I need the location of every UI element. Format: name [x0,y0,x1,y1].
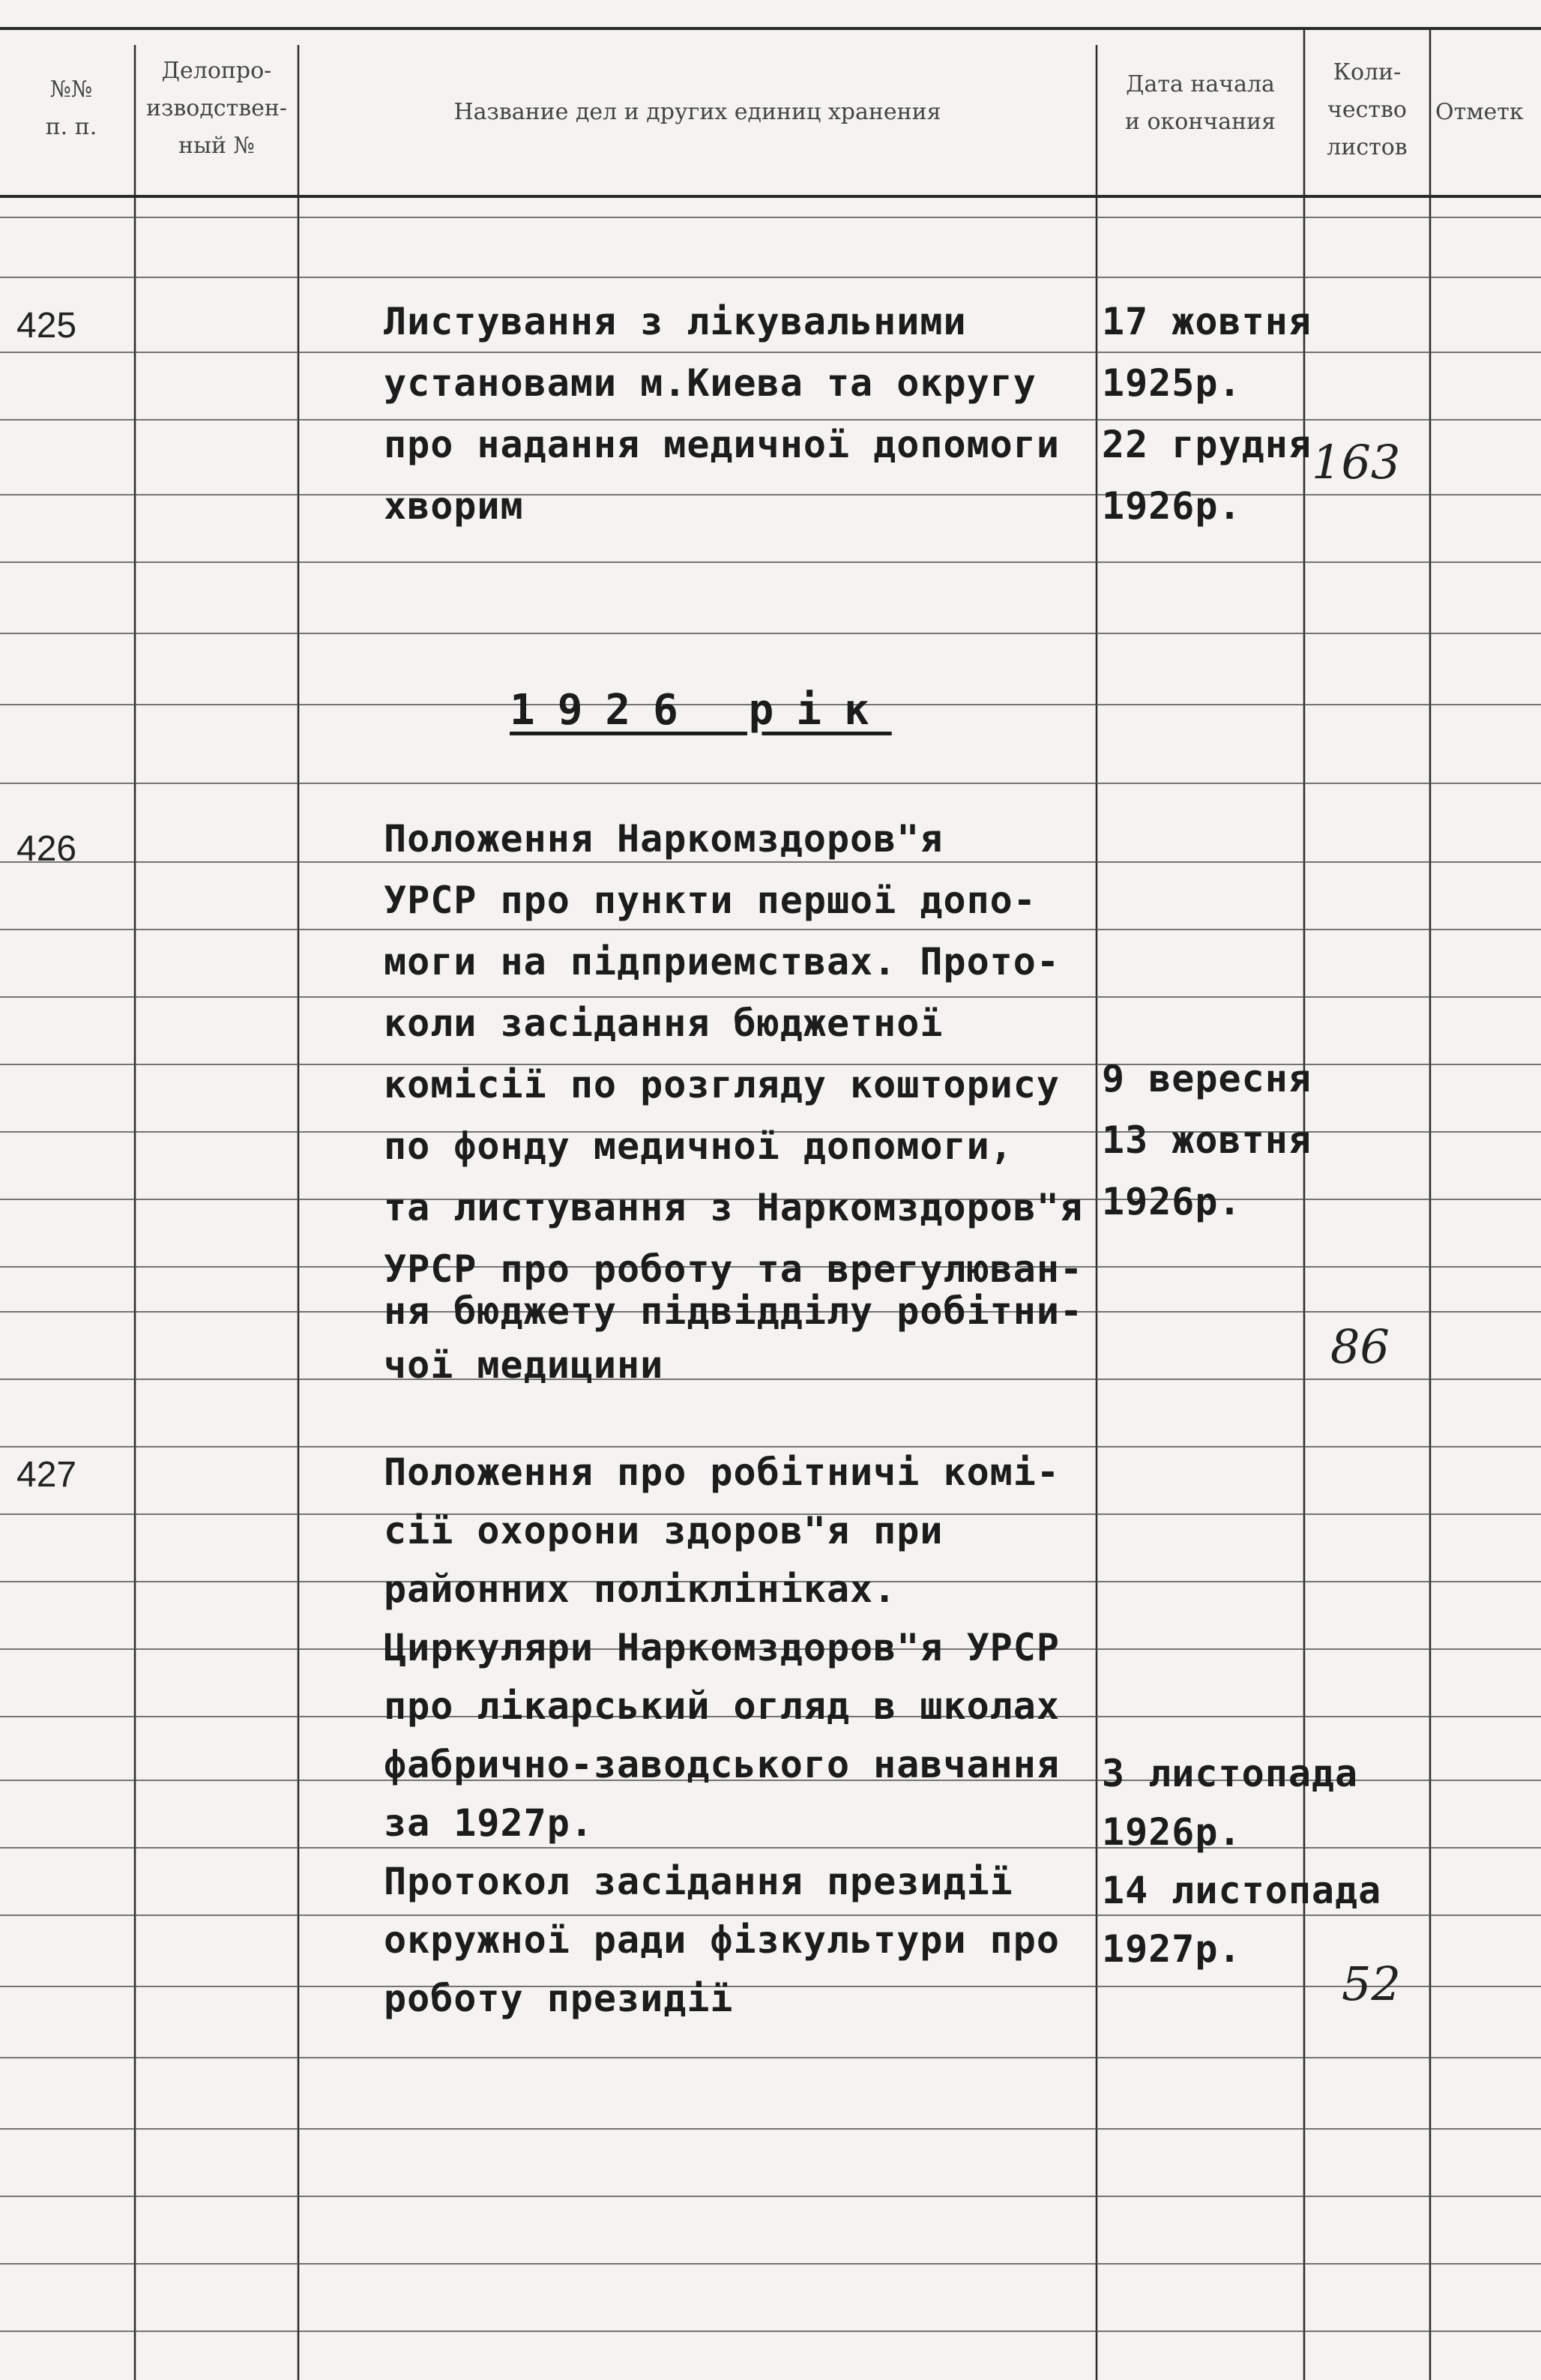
header-col-title: Название дел и других единиц хранения [453,99,941,125]
entry-description-line: хворим [384,484,524,528]
entry-description-line: установами м.Киева та округу [384,361,1037,405]
entry-date-line: 1926р. [1102,484,1242,528]
entry-date-line: 22 грудня [1102,423,1312,466]
entry-description-line: по фонду медичної допомоги, [384,1124,1013,1168]
entry-number: 425 [16,306,77,346]
entry-description-line: Положення Наркомздоров"я [384,817,944,861]
entry-sheet-count: 86 [1330,1319,1390,1374]
entry-date-line: 13 жовтня [1102,1118,1312,1162]
entry-description-line: Положення про робітничі комі- [384,1450,1060,1494]
entry-description-line: чої медицини [384,1343,664,1387]
entry-description-line: роботу президії [384,1977,734,2020]
entry-description-line: моги на підприемствах. Прото- [384,940,1060,983]
header-col-office-number: Делопро- изводствен- ный № [146,58,287,159]
entry-description-line: окружної ради фізкультури про [384,1918,1060,1962]
entry-sheet-count: 52 [1342,1956,1401,2011]
entry-description-line: та листування з Наркомздоров"я [384,1186,1084,1229]
entry-description-line: УРСР про пункти першої допо- [384,879,1037,922]
entry-description-line: сії охорони здоров"я при [384,1509,944,1552]
entry-description-line: фабрично-заводського навчання [384,1743,1060,1786]
entry-description-line: про лікарський огляд в школах [384,1684,1060,1728]
entry-date-line: 1926р. [1102,1180,1242,1223]
entry-description-line: УРСР про роботу та врегулюван- [384,1247,1084,1291]
entry-description-line: про надання медичної допомоги [384,423,1060,466]
entry-number: 426 [16,829,77,869]
entry-description-line: Листування з лікувальними [384,300,967,343]
entry-number: 427 [16,1455,77,1495]
header-col-notes: Отметк [1435,99,1524,125]
entry-description-line: комісії по розгляду кошторису [384,1063,1060,1106]
entry-description-line: Циркуляри Наркомздоров"я УРСР [384,1626,1060,1669]
entry-description-line: Протокол засідання президії [384,1860,1013,1903]
entry-description-line: ня бюджету підвідділу робітни- [384,1289,1084,1333]
entry-date-line: 14 листопада [1102,1869,1382,1912]
header-col-number: №№ п. п. [45,76,97,140]
entry-description-line: коли засідання бюджетної [384,1001,944,1045]
entry-description-line: за 1927р. [384,1801,594,1845]
header-col-sheet-count: Коли- чество листов [1327,59,1408,160]
entry-date-line: 3 листопада [1102,1752,1359,1795]
entry-date-line: 9 вересня [1102,1057,1312,1100]
entry-description-line: районних поліклініках. [384,1567,897,1611]
entry-date-line: 17 жовтня [1102,300,1312,343]
year-heading: 1926 рік [510,686,892,735]
entry-date-line: 1926р. [1102,1810,1242,1854]
header-col-dates: Дата начала и окончания [1124,71,1276,135]
entry-sheet-count: 163 [1312,435,1401,489]
entry-date-line: 1927р. [1102,1927,1242,1971]
entry-date-line: 1925р. [1102,361,1242,405]
